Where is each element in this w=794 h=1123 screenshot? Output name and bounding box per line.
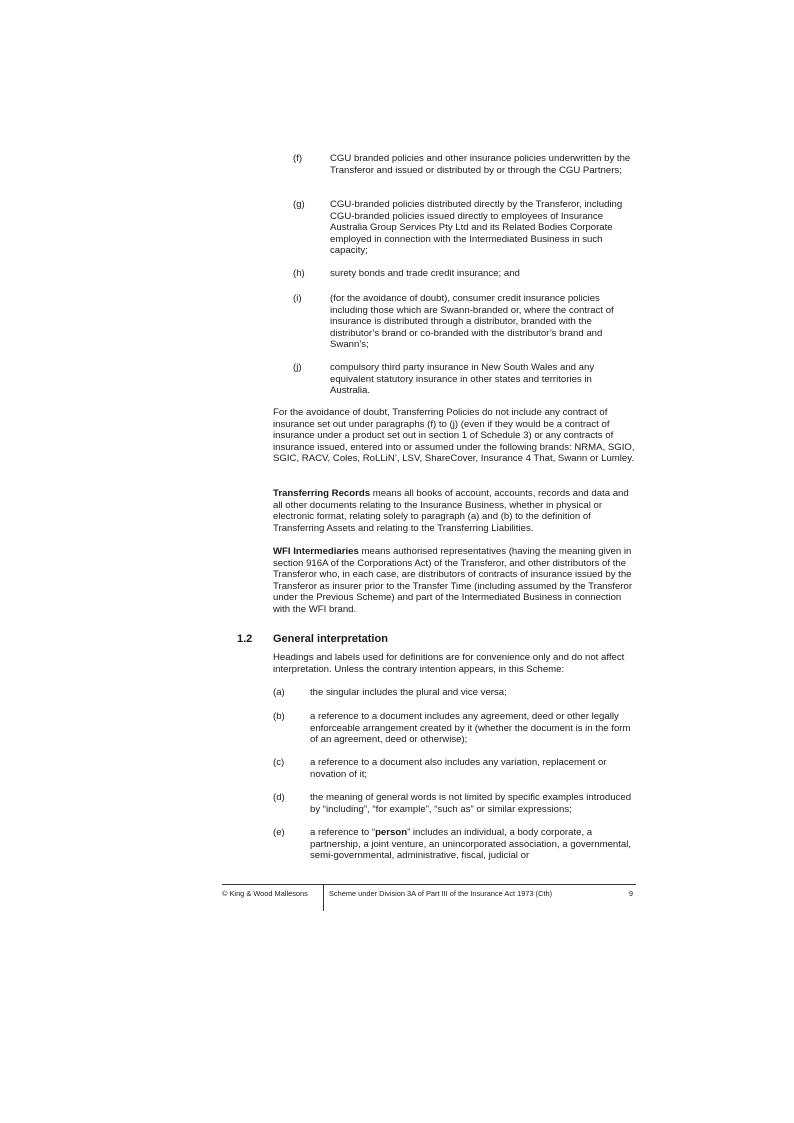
list-marker: (i): [293, 293, 302, 304]
list-text: compulsory third party insurance in New South Wales and any equivalent statutory insurance in other states and territories in Australia.: [330, 362, 595, 396]
list-text: the meaning of general words is not limited by specific examples introduced by “including”, “for example”, “such as” or similar expressions;: [310, 792, 632, 815]
footer-divider: [323, 885, 324, 911]
list-marker: (a): [273, 687, 285, 698]
footer-firm: © King & Wood Mallesons: [222, 889, 308, 898]
defined-term: Transferring Records: [273, 488, 371, 499]
footer-document-title: Scheme under Division 3A of Part III of the Insurance Act 1973 (Cth): [329, 889, 553, 898]
list-marker: (b): [273, 711, 285, 722]
list-text: (for the avoidance of doubt), consumer credit insurance policies including those which are Swann-branded or, where the contract of insurance is distributed through a distributor, branded with the distributor’s brand or co-branded with the distributor’s brand and Swann’s;: [330, 293, 614, 350]
page-number: 9: [628, 889, 633, 898]
list-text: CGU branded policies and other insurance policies underwritten by the Transferor and issued or distributed by or through the CGU Partners;: [330, 153, 631, 176]
definition-text: means authorised representatives (having the meaning given in section 916A of the Corporations Act) of the Transferor, and other distributors of the Transferor who, in each case, are distributors of contracts of insurance issued by the Transferor as insurer prior to the Transfer Time (including assumed by the Transferor under the Previous Scheme) and part of the Intermediated Business in connection with the WFI brand.: [273, 546, 633, 615]
defined-term: person: [375, 827, 408, 838]
list-text: a reference to a document includes any agreement, deed or other legally enforceable arrangement created by it (whether the document is in the form of an agreement, deed or otherwise);: [310, 711, 631, 745]
page-footer: [222, 884, 636, 911]
defined-term: WFI Intermediaries: [273, 546, 359, 557]
text-segment: ” includes an individual, a body corporate, a partnership, a joint venture, an unincorporated association, a governmental, semi-governmental, administrative, fiscal, judicial or: [310, 827, 632, 861]
list-text: CGU-branded policies distributed directly by the Transferor, including CGU-branded policies issued directly to employees of Insurance Australia Group Services Pty Ltd and its Related Bodies Corporate employed in connection with the Intermediated Business in such capacity;: [330, 199, 623, 256]
section-number: 1.2: [237, 633, 253, 645]
definition-text: means all books of account, accounts, records and data and all other documents relating to the Insurance Business, whether in physical or electronic format, relating solely to paragraph (a) and (b) to the definition of Transferring Assets and relating to the Transferring Liabilities.: [273, 488, 629, 534]
list-text: the singular includes the plural and vice versa;: [310, 687, 507, 698]
section-intro: Headings and labels used for definitions are for convenience only and do not affect interpretation. Unless the contrary intention appears, in this Scheme:: [273, 652, 625, 675]
list-marker: (h): [293, 268, 305, 279]
list-marker: (c): [273, 757, 285, 768]
list-text: surety bonds and trade credit insurance; and: [330, 268, 520, 279]
avoidance-paragraph: For the avoidance of doubt, Transferring Policies do not include any contract of insurance set out under paragraphs (f) to (j) (even if they would be a contract of insurance under a product set out in section 1 of Schedule 3) or any contracts of insurance issued, entered into or assumed under the following brands: NRMA, SGIO, SGIC, RACV, Coles, RoLLiN’, LSV, ShareCover, Insurance 4 That, Swann or Lumley.: [273, 407, 635, 464]
list-marker: (g): [293, 199, 305, 210]
list-text: [310, 827, 638, 862]
definition-transferring-records: [273, 488, 635, 534]
text-segment: a reference to “: [310, 827, 376, 838]
list-marker: (e): [273, 827, 285, 838]
definition-wfi-intermediaries: [273, 546, 635, 615]
list-marker: (j): [293, 362, 302, 373]
list-marker: (f): [293, 153, 303, 164]
list-text: a reference to a document also includes any variation, replacement or novation of it;: [310, 757, 607, 780]
section-title: General interpretation: [273, 633, 388, 645]
list-marker: (d): [273, 792, 285, 803]
